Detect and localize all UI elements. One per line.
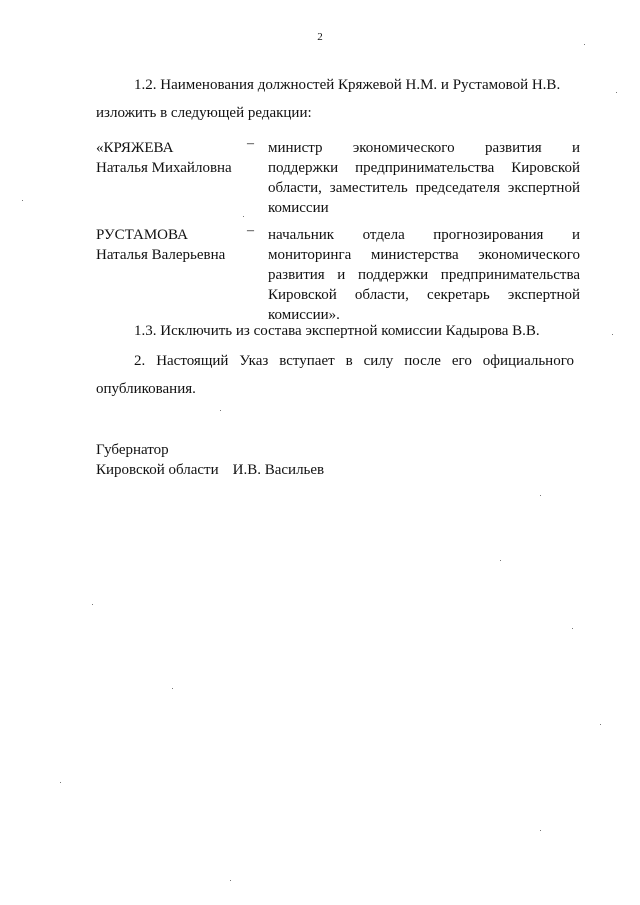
signature-block <box>96 440 324 480</box>
person-surname: «КРЯЖЕВА <box>96 140 174 156</box>
scan-speck <box>220 410 221 411</box>
position-line: министр экономического развития и <box>268 140 580 156</box>
person-dash: – <box>247 136 254 151</box>
scan-speck <box>612 334 613 335</box>
position-line: начальник отдела прогнозирования и <box>268 227 580 243</box>
person-given-names: Наталья Михайловна <box>96 160 232 176</box>
person-given-names: Наталья Валерьевна <box>96 247 226 263</box>
scan-speck <box>500 560 501 561</box>
signature-title-line2 <box>96 460 324 480</box>
scan-speck <box>540 830 541 831</box>
person-dash: – <box>247 223 254 238</box>
position-line: комиссии <box>268 200 329 216</box>
position-line: комиссии». <box>268 307 340 323</box>
scan-speck <box>572 628 573 629</box>
scan-speck <box>243 216 244 217</box>
signature-title-region: Кировской области <box>96 462 219 478</box>
person-rustamova-position <box>268 225 580 325</box>
scan-speck <box>584 44 585 45</box>
scan-speck <box>22 200 23 201</box>
scan-speck <box>616 92 617 93</box>
signature-title-line1: Губернатор <box>96 442 169 458</box>
item-1-2-line2: изложить в следующей редакции: <box>96 105 312 121</box>
item-2-line1: 2. Настоящий Указ вступает в силу после его официального <box>134 353 574 369</box>
position-line: развития и поддержки предпринимательства <box>268 267 580 283</box>
person-kryazheva-position <box>268 138 580 218</box>
scan-speck <box>230 880 231 881</box>
scan-speck <box>600 724 601 725</box>
person-kryazheva-name <box>96 138 256 178</box>
signature-name: И.В. Васильев <box>232 462 325 478</box>
item-1-3: 1.3. Исключить из состава экспертной комиссии Кадырова В.В. <box>134 323 540 339</box>
position-line: области, заместитель председателя экспертной <box>268 180 580 196</box>
position-line: Кировской области, секретарь экспертной <box>268 287 580 303</box>
person-rustamova-name <box>96 225 256 265</box>
person-surname: РУСТАМОВА <box>96 227 188 243</box>
item-2-line2: опубликования. <box>96 381 196 397</box>
item-1-2-line1: 1.2. Наименования должностей Кряжевой Н.М. и Рустамовой Н.В. <box>134 77 561 93</box>
scan-speck <box>540 495 541 496</box>
scan-speck <box>60 782 61 783</box>
position-line: поддержки предпринимательства Кировской <box>268 160 580 176</box>
scan-speck <box>172 688 173 689</box>
scan-speck <box>92 604 93 605</box>
position-line: мониторинга министерства экономического <box>268 247 580 263</box>
page-number: 2 <box>317 31 323 43</box>
